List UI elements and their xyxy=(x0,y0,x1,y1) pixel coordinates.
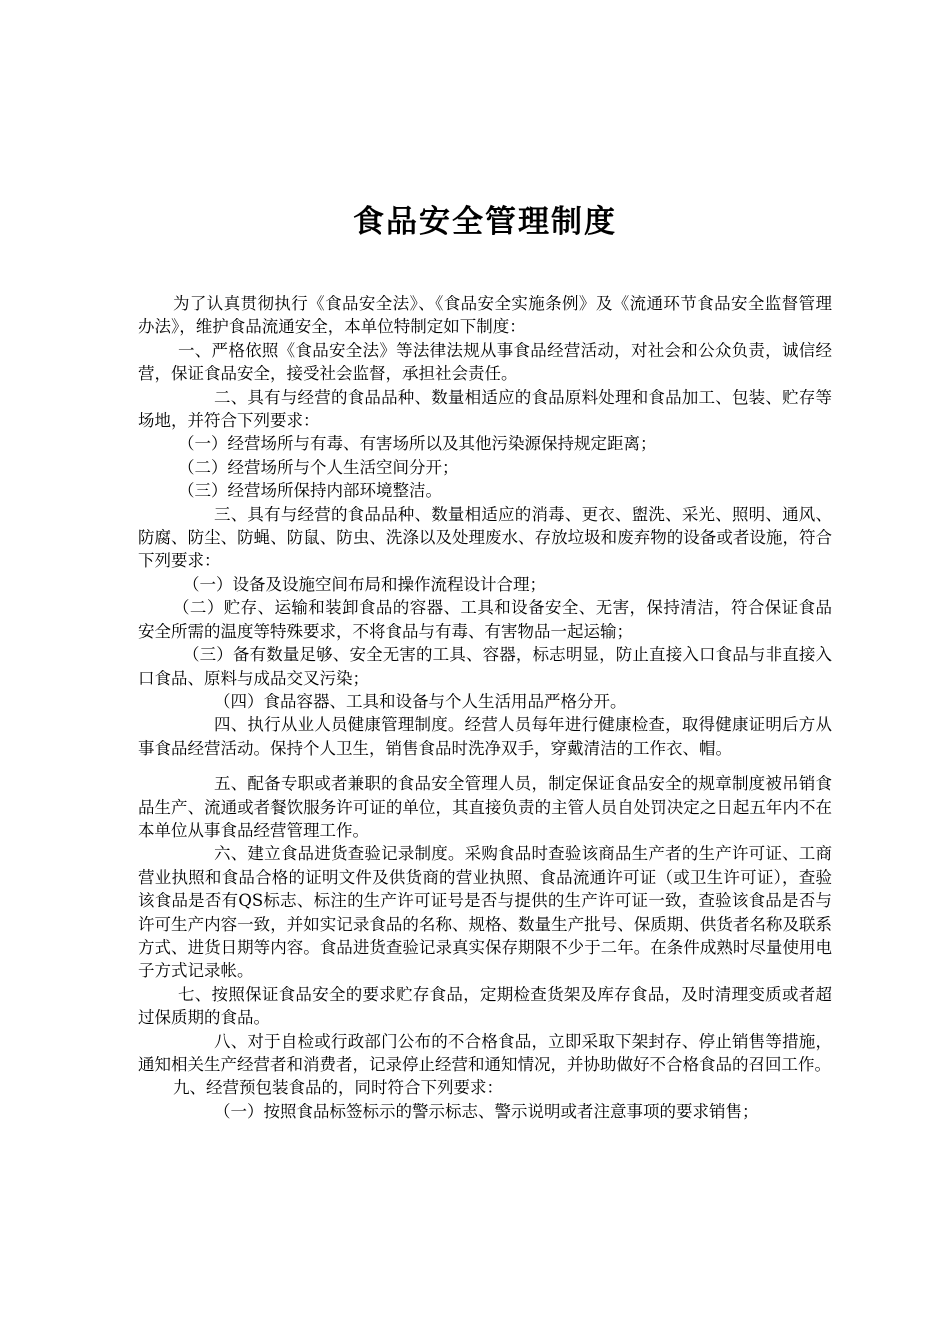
paragraph: 三、具有与经营的食品品种、数量相适应的消毒、更衣、盥洗、采光、照明、通风、防腐、防尘、防蝇、防鼠、防虫、洗涤以及处理废水、存放垃圾和废弃物的设备或者设施，符合下列要求： xyxy=(138,504,832,571)
paragraph: 五、配备专职或者兼职的食品安全管理人员，制定保证食品安全的规章制度被吊销食品生产、流通或者餐饮服务许可证的单位，其直接负责的主管人员自处罚决定之日起五年内不在本单位从事食品经营管理工作。 xyxy=(138,774,832,840)
paragraph: （四）食品容器、工具和设备与个人生活用品严格分开。 xyxy=(214,691,627,711)
paragraph: （三）经营场所保持内部环境整洁。 xyxy=(178,481,442,501)
paragraph: （二）贮存、运输和装卸食品的容器、工具和设备安全、无害，保持清洁，符合保证食品安全所需的温度等特殊要求，不将食品与有毒、有害物品一起运输； xyxy=(138,598,832,641)
paragraph: 六、建立食品进货查验记录制度。采购食品时查验该商品生产者的生产许可证、工商营业执照和食品合格的证明文件及供货商的营业执照、食品流通许可证（或卫生许可证），查验该食品是否有QS标志、标注的生产许可证号是否与提供的生产许可证一致，查验该食品是否与许可生产内容一致，并如实记录食品的名称、规格、数量生产批号、保质期、供货者名称及联系方式、进货日期等内容。食品进货查验记录真实保存期限不少于二年。在条件成熟时尽量使用电子方式记录帐。 xyxy=(138,844,832,981)
document-title: 食品安全管理制度 xyxy=(353,204,617,240)
paragraph: 二、具有与经营的食品品种、数量相适应的食品原料处理和食品加工、包装、贮存等场地，并符合下列要求： xyxy=(138,387,832,431)
paragraph: （三）备有数量足够、安全无害的工具、容器，标志明显，防止直接入口食品与非直接入口食品、原料与成品交叉污染； xyxy=(138,645,832,688)
paragraph: 为了认真贯彻执行《食品安全法》、《食品安全实施条例》及《流通环节食品安全监督管理办法》，维护食品流通安全，本单位特制定如下制度： xyxy=(138,294,832,337)
paragraph: 七、按照保证食品安全的要求贮存食品，定期检查货架及库存食品，及时清理变质或者超过保质期的食品。 xyxy=(138,984,832,1028)
paragraph-gap xyxy=(138,760,832,772)
paragraph: （一）经营场所与有毒、有害场所以及其他污染源保持规定距离； xyxy=(178,434,657,454)
paragraph: 九、经营预包装食品的，同时符合下列要求： xyxy=(173,1078,503,1098)
paragraph: （一）按照食品标签标示的警示标志、警示说明或者注意事项的要求销售； xyxy=(214,1101,759,1121)
paragraph: 八、对于自检或行政部门公布的不合格食品，立即采取下架封存、停止销售等措施，通知相关生产经营者和消费者，记录停止经营和通知情况，并协助做好不合格食品的召回工作。 xyxy=(138,1031,832,1074)
paragraph: （一）设备及设施空间布局和操作流程设计合理； xyxy=(183,574,546,594)
paragraph: （二）经营场所与个人生活空间分开； xyxy=(178,457,459,477)
paragraph: 一、严格依照《食品安全法》等法律法规从事食品经营活动，对社会和公众负责，诚信经营，保证食品安全，接受社会监督，承担社会责任。 xyxy=(138,340,832,384)
document-body xyxy=(138,292,832,1123)
paragraph: 四、执行从业人员健康管理制度。经营人员每年进行健康检查，取得健康证明后方从事食品经营活动。保持个人卫生，销售食品时洗净双手，穿戴清洁的工作衣、帽。 xyxy=(138,715,832,758)
